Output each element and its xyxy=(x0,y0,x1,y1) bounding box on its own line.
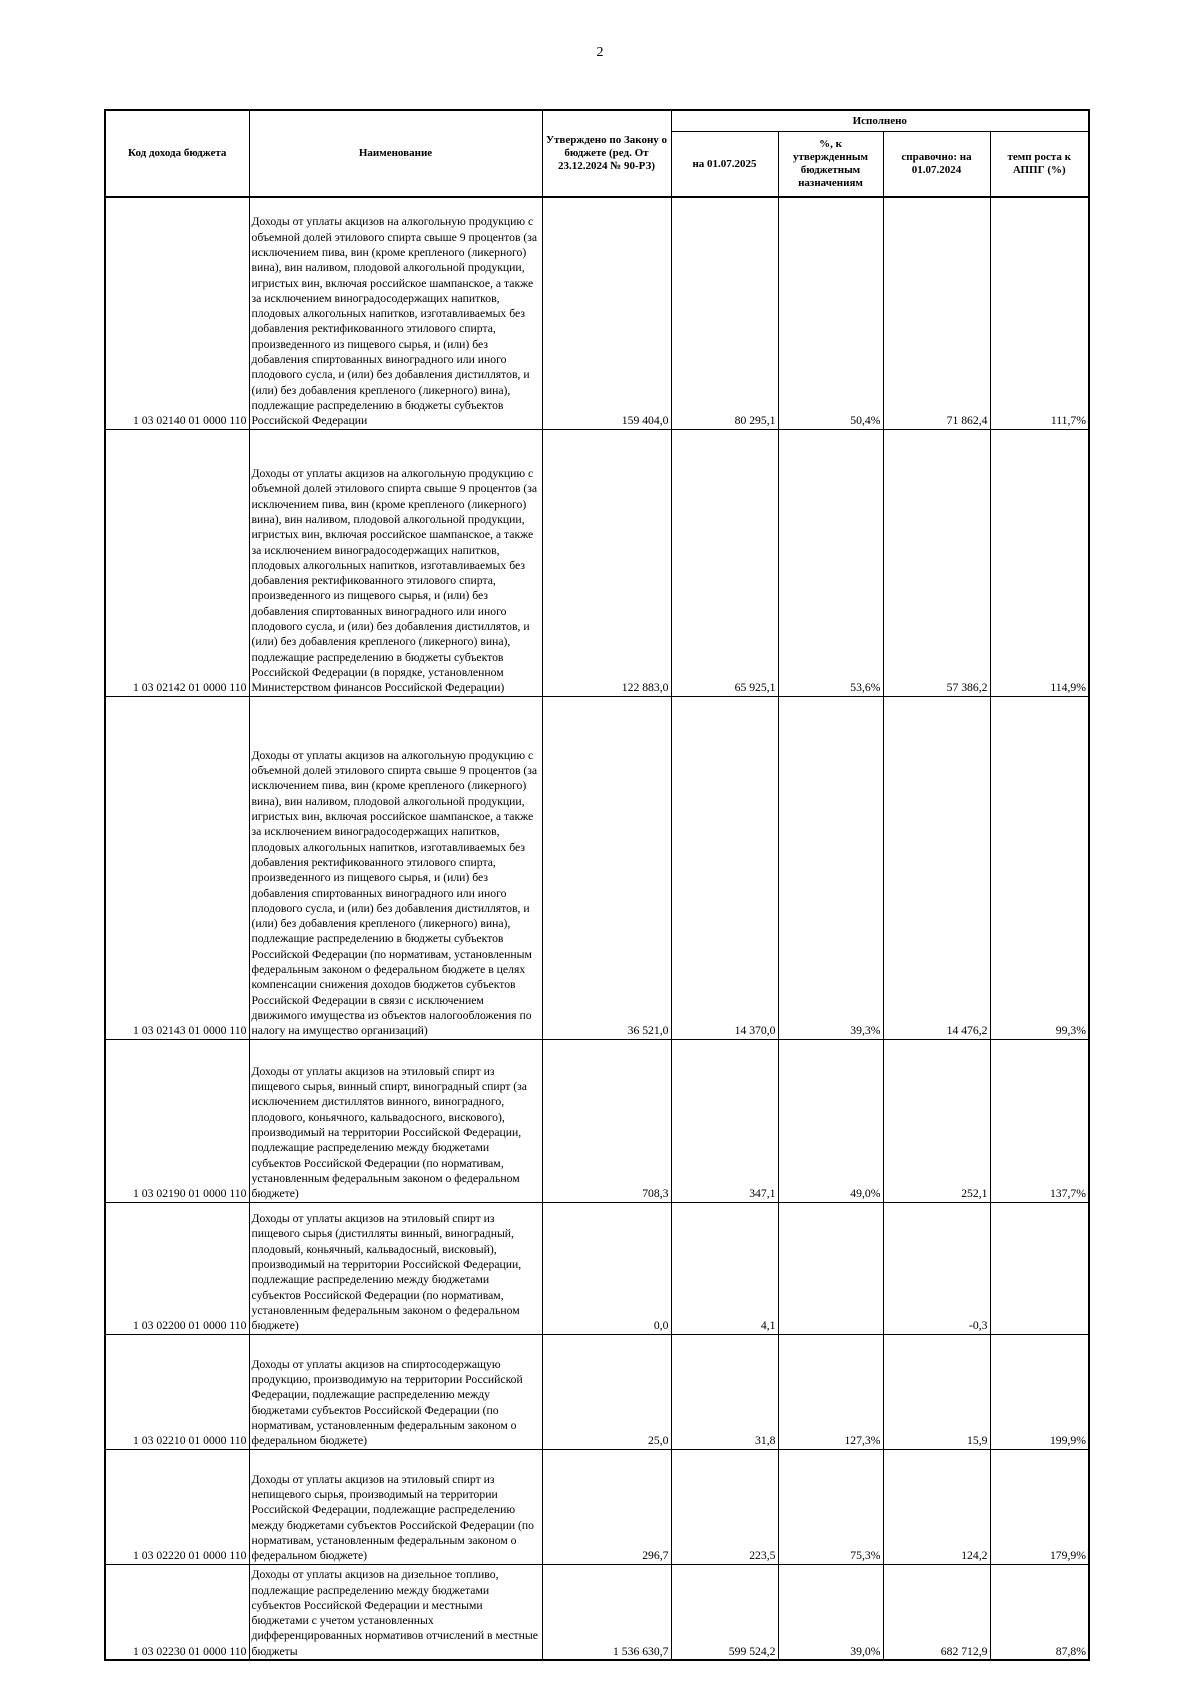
row-approved: 122 883,0 xyxy=(542,429,671,696)
row-percent: 39,3% xyxy=(778,696,883,1039)
row-executed: 223,5 xyxy=(671,1449,778,1564)
row-executed: 65 925,1 xyxy=(671,429,778,696)
row-approved: 36 521,0 xyxy=(542,696,671,1039)
row-growth: 111,7% xyxy=(990,197,1089,429)
row-percent: 127,3% xyxy=(778,1334,883,1449)
row-code: 1 03 02142 01 0000 110 xyxy=(105,429,249,696)
row-code: 1 03 02200 01 0000 110 xyxy=(105,1202,249,1334)
budget-revenue-table xyxy=(104,109,1090,1661)
table-row xyxy=(105,429,1089,696)
row-executed: 599 524,2 xyxy=(671,1564,778,1660)
row-reference: 57 386,2 xyxy=(883,429,990,696)
row-growth: 114,9% xyxy=(990,429,1089,696)
header-on-date: на 01.07.2025 xyxy=(671,132,778,198)
table-row xyxy=(105,1449,1089,1564)
row-code: 1 03 02210 01 0000 110 xyxy=(105,1334,249,1449)
row-name: Доходы от уплаты акцизов на этиловый спирт из непищевого сырья, производимый на территории Российской Федерации, подлежащие распределению между бюджетами субъектов Российской Федерации (по нормативам, установленным федеральным законом о федеральном бюджете) xyxy=(249,1449,542,1564)
table-row xyxy=(105,1564,1089,1660)
row-executed: 14 370,0 xyxy=(671,696,778,1039)
row-percent: 53,6% xyxy=(778,429,883,696)
row-name: Доходы от уплаты акцизов на алкогольную продукцию с объемной долей этилового спирта свыше 9 процентов (за исключением пива, вин (кроме крепленого (ликерного) вина), вин наливом, плодовой алкогольной продукции, игристых вин, включая российское шампанское, а также за исключением виноградосодержащих напитков, плодовых алкогольных напитков, изготавливаемых без добавления ректификованного этилового спирта, произведенного из пищевого сырья, и (или) без добавления спиртованных виноградного или иного плодового сусла, и (или) без добавления дистиллятов, и (или) без добавления крепленого (ликерного) вина), подлежащие распределению в бюджеты субъектов Российской Федерации (в порядке, установленном Министерством финансов Российской Федерации) xyxy=(249,429,542,696)
header-name: Наименование xyxy=(249,110,542,197)
row-reference: 14 476,2 xyxy=(883,696,990,1039)
header-approved: Утверждено по Закону о бюджете (ред. От 23.12.2024 № 90-РЗ) xyxy=(542,110,671,197)
row-growth: 87,8% xyxy=(990,1564,1089,1660)
row-reference: 71 862,4 xyxy=(883,197,990,429)
row-approved: 0,0 xyxy=(542,1202,671,1334)
row-percent: 75,3% xyxy=(778,1449,883,1564)
table-header xyxy=(105,110,1089,197)
row-code: 1 03 02220 01 0000 110 xyxy=(105,1449,249,1564)
row-approved: 25,0 xyxy=(542,1334,671,1449)
row-approved: 1 536 630,7 xyxy=(542,1564,671,1660)
row-reference: 124,2 xyxy=(883,1449,990,1564)
row-growth xyxy=(990,1202,1089,1334)
table-body xyxy=(105,197,1089,1660)
row-growth: 99,3% xyxy=(990,696,1089,1039)
row-reference: 252,1 xyxy=(883,1039,990,1202)
row-name: Доходы от уплаты акцизов на алкогольную продукцию с объемной долей этилового спирта свыше 9 процентов (за исключением пива, вин (кроме крепленого (ликерного) вина), вин наливом, плодовой алкогольной продукции, игристых вин, включая российское шампанское, а также за исключением виноградосодержащих напитков, плодовых алкогольных напитков, изготавливаемых без добавления ректификованного этилового спирта, произведенного из пищевого сырья, и (или) без добавления спиртованных виноградного или иного плодового сусла, и (или) без добавления дистиллятов, и (или) без добавления крепленого (ликерного) вина), подлежащие распределению в бюджеты субъектов Российской Федерации xyxy=(249,197,542,429)
header-growth: темп роста к АППГ (%) xyxy=(990,132,1089,198)
row-percent xyxy=(778,1202,883,1334)
row-percent: 39,0% xyxy=(778,1564,883,1660)
row-name: Доходы от уплаты акцизов на этиловый спирт из пищевого сырья (дистилляты винный, виноградный, плодовый, коньячный, кальвадосный, висковый), производимый на территории Российской Федерации, подлежащие распределению между бюджетами субъектов Российской Федерации (по нормативам, установленным федеральным законом о федеральном бюджете) xyxy=(249,1202,542,1334)
row-growth: 137,7% xyxy=(990,1039,1089,1202)
header-code: Код дохода бюджета xyxy=(105,110,249,197)
table-row xyxy=(105,1039,1089,1202)
row-code: 1 03 02230 01 0000 110 xyxy=(105,1564,249,1660)
row-name: Доходы от уплаты акцизов на дизельное топливо, подлежащие распределению между бюджетами субъектов Российской Федерации и местными бюджетами с учетом установленных дифференцированных нормативов отчислений в местные бюджеты xyxy=(249,1564,542,1660)
row-approved: 159 404,0 xyxy=(542,197,671,429)
row-code: 1 03 02190 01 0000 110 xyxy=(105,1039,249,1202)
row-code: 1 03 02140 01 0000 110 xyxy=(105,197,249,429)
table-row xyxy=(105,197,1089,429)
header-reference: справочно: на 01.07.2024 xyxy=(883,132,990,198)
row-executed: 31,8 xyxy=(671,1334,778,1449)
row-executed: 347,1 xyxy=(671,1039,778,1202)
row-approved: 708,3 xyxy=(542,1039,671,1202)
row-growth: 199,9% xyxy=(990,1334,1089,1449)
row-name: Доходы от уплаты акцизов на алкогольную продукцию с объемной долей этилового спирта свыше 9 процентов (за исключением пива, вин (кроме крепленого (ликерного) вина), вин наливом, плодовой алкогольной продукции, игристых вин, включая российское шампанское, а также за исключением виноградосодержащих напитков, плодовых алкогольных напитков, изготавливаемых без добавления ректификованного этилового спирта, произведенного из пищевого сырья, и (или) без добавления спиртованных виноградного или иного плодового сусла, и (или) без добавления дистиллятов, и (или) без добавления крепленого (ликерного) вина), подлежащие распределению в бюджеты субъектов Российской Федерации (по нормативам, установленным федеральным законом о федеральном бюджете в целях компенсации снижения доходов бюджетов субъектов Российской Федерации в связи с исключением движимого имущества из объектов налогообложения по налогу на имущество организаций) xyxy=(249,696,542,1039)
row-reference: -0,3 xyxy=(883,1202,990,1334)
row-percent: 49,0% xyxy=(778,1039,883,1202)
row-executed: 80 295,1 xyxy=(671,197,778,429)
row-code: 1 03 02143 01 0000 110 xyxy=(105,696,249,1039)
row-growth: 179,9% xyxy=(990,1449,1089,1564)
row-approved: 296,7 xyxy=(542,1449,671,1564)
table-row xyxy=(105,696,1089,1039)
row-name: Доходы от уплаты акцизов на этиловый спирт из пищевого сырья, винный спирт, виноградный спирт (за исключением дистиллятов винного, виноградного, плодового, коньячного, кальвадосного, вискового), производимый на территории Российской Федерации, подлежащие распределению между бюджетами субъектов Российской Федерации (по нормативам, установленным федеральным законом о федеральном бюджете) xyxy=(249,1039,542,1202)
header-percent: %, к утвержденным бюджетным назначениям xyxy=(778,132,883,198)
header-executed-group: Исполнено xyxy=(671,110,1089,132)
row-reference: 682 712,9 xyxy=(883,1564,990,1660)
row-name: Доходы от уплаты акцизов на спиртосодержащую продукцию, производимую на территории Российской Федерации, подлежащие распределению между бюджетами субъектов Российской Федерации (по нормативам, установленным федеральным законом о федеральном бюджете) xyxy=(249,1334,542,1449)
row-reference: 15,9 xyxy=(883,1334,990,1449)
table-row xyxy=(105,1334,1089,1449)
row-executed: 4,1 xyxy=(671,1202,778,1334)
page-number: 2 xyxy=(596,45,604,60)
row-percent: 50,4% xyxy=(778,197,883,429)
table-row xyxy=(105,1202,1089,1334)
